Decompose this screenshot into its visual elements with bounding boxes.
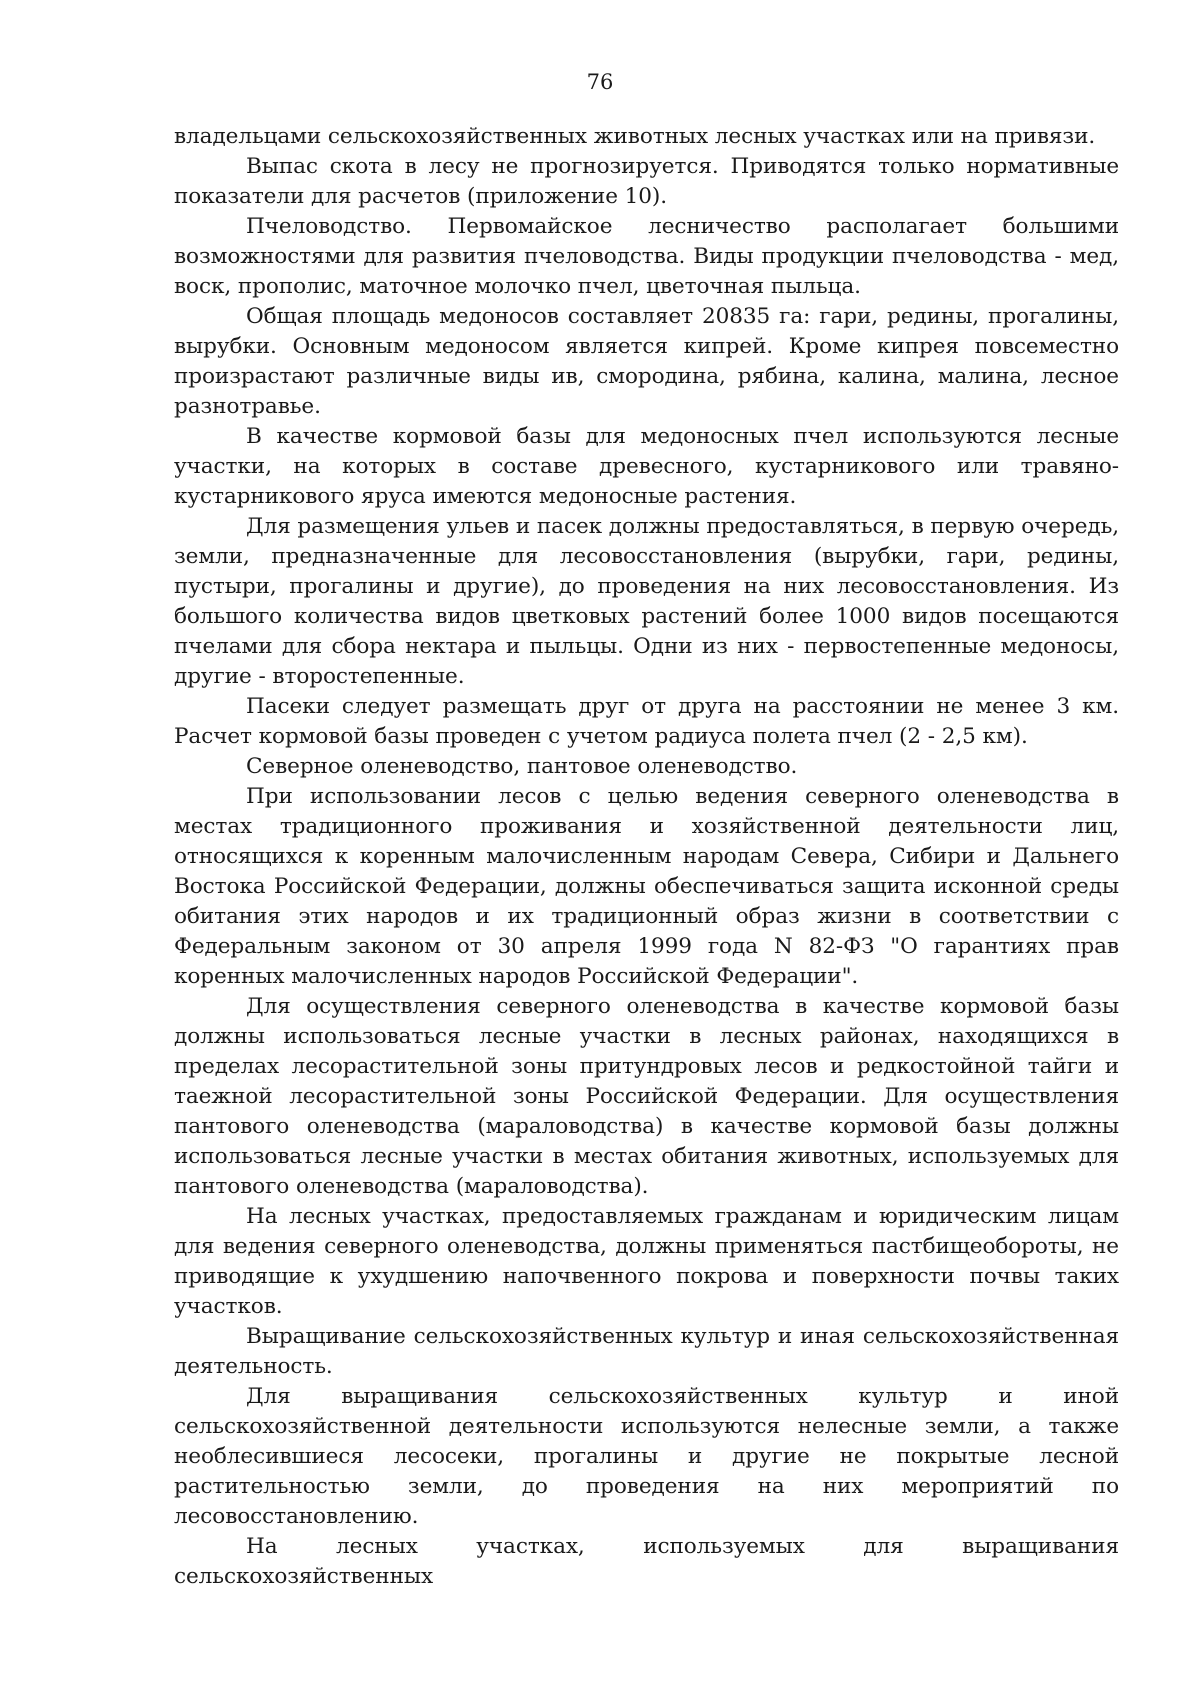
- paragraph: Выпас скота в лесу не прогнозируется. Приводятся только нормативные показатели для расчетов (приложение 10).: [174, 154, 1119, 209]
- paragraph: При использовании лесов с целью ведения северного оленеводства в местах традиционного проживания и хозяйственной деятельности лиц, относящихся к коренным малочисленным народам Севера, Сибири и Дальнего Востока Российской Федерации, должны обеспечиваться защита исконной среды обитания этих народов и их традиционный образ жизни в соответствии с Федеральным законом от 30 апреля 1999 года N 82-ФЗ "О гарантиях прав коренных малочисленных народов Российской Федерации".: [174, 784, 1119, 989]
- document-body: [174, 122, 1119, 1592]
- paragraph: владельцами сельскохозяйственных животных лесных участках или на привязи.: [174, 124, 1096, 149]
- paragraph: В качестве кормовой базы для медоносных пчел используются лесные участки, на которых в составе древесного, кустарникового или травяно-кустарникового яруса имеются медоносные растения.: [174, 424, 1119, 509]
- section-heading: Выращивание сельскохозяйственных культур и иная сельскохозяйственная деятельность.: [174, 1324, 1119, 1379]
- paragraph: Для осуществления северного оленеводства в качестве кормовой базы должны использоваться лесные участки в лесных районах, находящихся в пределах лесорастительной зоны притундровых лесов и редкостойной тайги и таежной лесорастительной зоны Российской Федерации. Для осуществления пантового оленеводства (мараловодства) в качестве кормовой базы должны использоваться лесные участки в местах обитания животных, используемых для пантового оленеводства (мараловодства).: [174, 994, 1119, 1199]
- paragraph: Пчеловодство. Первомайское лесничество располагает большими возможностями для развития пчеловодства. Виды продукции пчеловодства - мед, воск, прополис, маточное молочко пчел, цветочная пыльца.: [174, 214, 1119, 299]
- page-number: 76: [586, 70, 614, 94]
- paragraph: На лесных участках, предоставляемых гражданам и юридическим лицам для ведения северного оленеводства, должны применяться пастбищеобороты, не приводящие к ухудшению напочвенного покрова и поверхности почвы таких участков.: [174, 1204, 1119, 1319]
- paragraph: Общая площадь медоносов составляет 20835 га: гари, редины, прогалины, вырубки. Основным медоносом является кипрей. Кроме кипрея повсеместно произрастают различные виды ив, смородина, рябина, калина, малина, лесное разнотравье.: [174, 304, 1119, 419]
- paragraph: Для размещения ульев и пасек должны предоставляться, в первую очередь, земли, предназначенные для лесовосстановления (вырубки, гари, редины, пустыри, прогалины и другие), до проведения на них лесовосстановления. Из большого количества видов цветковых растений более 1000 видов посещаются пчелами для сбора нектара и пыльцы. Одни из них - первостепенные медоносы, другие - второстепенные.: [174, 514, 1119, 689]
- section-heading: Северное оленеводство, пантовое оленеводство.: [246, 754, 798, 779]
- paragraph: Для выращивания сельскохозяйственных культур и иной сельскохозяйственной деятельности используются нелесные земли, а также необлесившиеся лесосеки, прогалины и другие не покрытые лесной растительностью земли, до проведения на них мероприятий по лесовосстановлению.: [174, 1384, 1119, 1529]
- paragraph: На лесных участках, используемых для выращивания сельскохозяйственных: [174, 1534, 1119, 1589]
- paragraph: Пасеки следует размещать друг от друга на расстоянии не менее 3 км. Расчет кормовой базы проведен с учетом радиуса полета пчел (2 - 2,5 км).: [174, 694, 1119, 749]
